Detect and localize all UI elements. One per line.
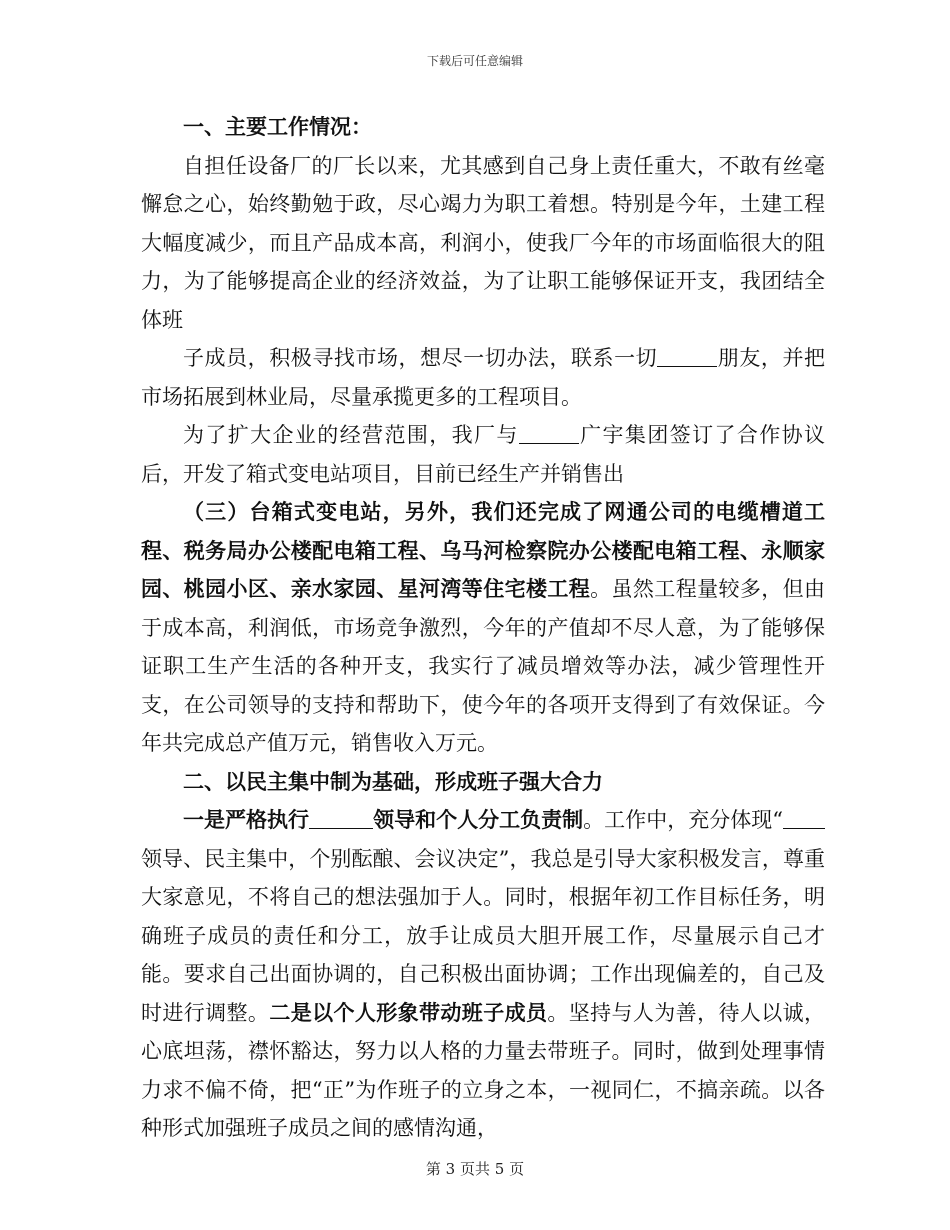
- section-heading-2: 二、以民主集中制为基础，形成班子强大合力: [183, 768, 603, 794]
- document-body: [141, 108, 825, 1148]
- paragraph-3-part-b: 广宇集团签订了合作协议后，开发了箱式变电站项目，目前已经生产并销售出: [141, 423, 826, 486]
- paragraph-2: [141, 339, 825, 416]
- paragraph-5-text-2: 领导、民主集中，个别酝酿、会议决定”，我总是引导大家积极发言，尊重大家意见，不将自己的想法强加于人。同时，根据年初工作目标任务，明确班子成员的责任和分工，放手让成员大胆开展工作，尽量展示自己才能。要求自己出面协调的，自己积极出面协调；工作出现偏差的，自己及时进行调整。: [141, 846, 825, 1025]
- fill-in-blank: [657, 347, 717, 367]
- paragraph-4-rest: 。虽然工程量较多，但由于成本高，利润低，市场竞争激烈，今年的产值却不尽人意，为了能够保证职工生产生活的各种开支，我实行了减员增效等办法，减少管理性开支，在公司领导的支持和帮助下，使今年的各项开支得到了有效保证。今年共完成总产值万元，销售收入万元。: [141, 577, 826, 755]
- paragraph-3: [141, 416, 825, 493]
- paragraph-5-bold-2: 二是以个人形象带动班子成员: [269, 999, 548, 1025]
- page-footer: 第 3 页共 5 页: [425, 1160, 525, 1178]
- page-header: 下载后可任意编辑: [426, 54, 523, 68]
- paragraph-2-part-a: 子成员，积极寻找市场，想尽一切办法，联系一切: [183, 346, 658, 370]
- paragraph-2-part-b: 朋友，并把市场拓展到林业局，尽量承揽更多的工程项目。: [141, 346, 826, 409]
- paragraph-5-bold-1a: 一是严格执行: [183, 807, 310, 832]
- fill-in-blank: [309, 809, 373, 829]
- paragraph-3-part-a: 为了扩大企业的经营范围，我厂与: [183, 423, 519, 447]
- paragraph-5-text-3: 。坚持与人为善，待人以诚，心底坦荡，襟怀豁达，努力以人格的力量去带班子。同时，做到处理事情力求不偏不倚，把“正”为作班子的立身之本，一视同仁，不搞亲疏。以各种形式加强班子成员之间的感情沟通，: [141, 1000, 826, 1140]
- fill-in-blank: [783, 809, 825, 829]
- paragraph-1: 自担任设备厂的厂长以来，尤其感到自己身上责任重大，不敢有丝毫懈怠之心，始终勤勉于政，尽心竭力为职工着想。特别是今年，土建工程大幅度减少，而且产品成本高，利润小，使我厂今年的市场面临很大的阻力，为了能够提高企业的经济效益，为了让职工能够保证开支，我团结全体班: [141, 153, 825, 332]
- fill-in-blank: [519, 424, 579, 444]
- paragraph-5-text-1: 。工作中，充分体现“: [583, 808, 783, 832]
- paragraph-4: [141, 493, 825, 763]
- paragraph-5: [141, 801, 825, 1148]
- paragraph-5-bold-1b: 领导和个人分工负责制: [373, 807, 584, 832]
- paragraph-4-bold: （三）台箱式变电站，另外，我们还完成了网通公司的电缆槽道工程、税务局办公楼配电箱工程、乌马河检察院办公楼配电箱工程、永顺家园、桃园小区、亲水家园、星河湾等住宅楼工程: [141, 499, 825, 601]
- section-heading-1: 一、主要工作情况：: [183, 114, 372, 139]
